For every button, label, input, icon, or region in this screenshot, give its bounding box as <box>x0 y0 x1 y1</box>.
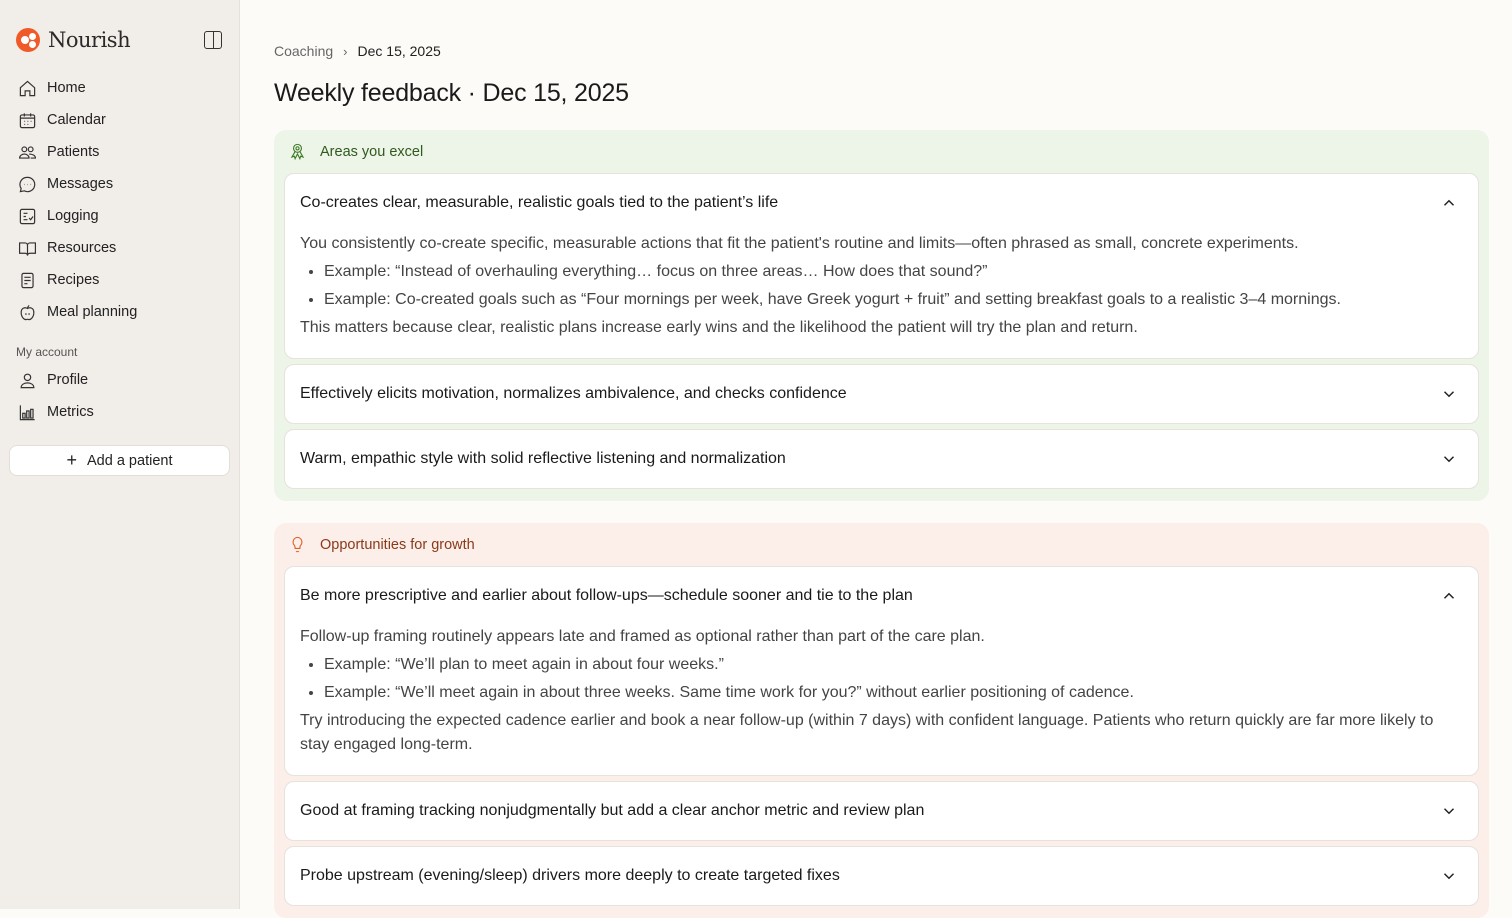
card-body <box>285 232 1478 358</box>
user-icon <box>17 370 37 390</box>
feedback-card <box>284 429 1479 489</box>
plus-icon: + <box>66 450 78 470</box>
page-title: Weekly feedback · Dec 15, 2025 <box>274 79 629 107</box>
card-title: Probe upstream (evening/sleep) drivers more deeply to create targeted fixes <box>300 867 840 884</box>
sidebar-item-profile[interactable] <box>9 364 230 396</box>
sidebar-item-recipes[interactable] <box>9 264 230 296</box>
award-icon <box>288 142 308 161</box>
chevron-up-icon[interactable] <box>1440 587 1458 605</box>
lightbulb-icon <box>288 535 308 554</box>
add-patient-label: Add a patient <box>87 452 173 469</box>
chevron-down-icon[interactable] <box>1440 867 1458 885</box>
card-header-toggle[interactable] <box>285 365 1478 423</box>
feedback-card <box>284 566 1479 776</box>
users-icon <box>17 142 37 162</box>
chevron-down-icon[interactable] <box>1440 385 1458 403</box>
example-list <box>300 653 1463 705</box>
sidebar-item-label: Recipes <box>47 272 100 288</box>
sidebar-item-label: Calendar <box>47 112 106 128</box>
section-title: Areas you excel <box>320 143 424 160</box>
chevron-down-icon[interactable] <box>1440 450 1458 468</box>
chevron-up-icon[interactable] <box>1440 194 1458 212</box>
chevron-right-icon: › <box>343 43 348 59</box>
apple-icon <box>17 302 37 322</box>
card-header-toggle[interactable] <box>285 567 1478 625</box>
card-title: Be more prescriptive and earlier about follow-ups—schedule sooner and tie to the plan <box>300 587 913 604</box>
sidebar-item-label: Profile <box>47 372 89 388</box>
my-account-label: My account <box>16 345 78 359</box>
sidebar-item-label: Resources <box>47 240 117 256</box>
feedback-card <box>284 846 1479 906</box>
sidebar-item-logging[interactable] <box>9 200 230 232</box>
card-outro: Try introducing the expected cadence earlier and book a near follow-up (within 7 days) with confident language. Patients who return quickly are far more likely to stay engaged long-term. <box>300 712 1434 753</box>
card-header-toggle[interactable] <box>285 782 1478 840</box>
feedback-card <box>284 364 1479 424</box>
sidebar-item-patients[interactable] <box>9 136 230 168</box>
sidebar-item-label: Messages <box>47 176 114 192</box>
example-list <box>300 260 1463 312</box>
main-content <box>240 0 1512 909</box>
opportunities-section <box>274 523 1489 918</box>
feedback-card <box>284 781 1479 841</box>
example-item: • Example: “We’ll meet again in about three weeks. Same time work for you?” without earlier positioning of cadence. <box>324 681 1463 705</box>
book-icon <box>17 238 37 258</box>
sidebar-item-label: Home <box>47 80 86 96</box>
sidebar-item-home[interactable] <box>9 72 230 104</box>
example-item: • Example: “Instead of overhauling everything… focus on three areas… How does that sound?” <box>324 260 1463 284</box>
sidebar-item-label: Logging <box>47 208 99 224</box>
document-icon <box>17 270 37 290</box>
card-outro: This matters because clear, realistic plans increase early wins and the likelihood the patient will try the plan and return. <box>300 319 1138 336</box>
card-intro: Follow-up framing routinely appears late and framed as optional rather than part of the care plan. <box>300 628 985 645</box>
card-header-toggle[interactable] <box>285 430 1478 488</box>
nourish-logo <box>16 28 40 52</box>
sidebar-item-messages[interactable] <box>9 168 230 200</box>
brand-name: Nourish <box>48 28 131 52</box>
sidebar-item-label: Metrics <box>47 404 94 420</box>
checklist-icon <box>17 206 37 226</box>
sidebar <box>0 0 240 909</box>
section-header <box>284 130 1479 173</box>
sidebar-item-resources[interactable] <box>9 232 230 264</box>
section-title: Opportunities for growth <box>320 536 475 553</box>
card-title: Effectively elicits motivation, normalizes ambivalence, and checks confidence <box>300 385 847 402</box>
add-patient-button[interactable] <box>9 445 230 476</box>
breadcrumb <box>274 43 1489 59</box>
section-header <box>284 523 1479 566</box>
sidebar-toggle-icon[interactable] <box>204 31 222 49</box>
card-header-toggle[interactable] <box>285 174 1478 232</box>
brand <box>9 20 230 60</box>
breadcrumb-coaching[interactable]: Coaching <box>274 43 334 59</box>
sidebar-item-meal-planning[interactable] <box>9 296 230 328</box>
areas-you-excel-section <box>274 130 1489 501</box>
example-item: • Example: Co-created goals such as “Four mornings per week, have Greek yogurt + fruit” and setting breakfast goals to a realistic 3–4 mornings. <box>324 288 1463 312</box>
feedback-card <box>284 173 1479 359</box>
card-intro: You consistently co-create specific, measurable actions that fit the patient's routine and limits—often phrased as small, concrete experiments. <box>300 235 1299 252</box>
bar-chart-icon <box>17 402 37 422</box>
card-body <box>285 625 1478 775</box>
card-title: Warm, empathic style with solid reflective listening and normalization <box>300 450 786 467</box>
card-title: Good at framing tracking nonjudgmentally but add a clear anchor metric and review plan <box>300 802 925 819</box>
calendar-icon <box>17 110 37 130</box>
chevron-down-icon[interactable] <box>1440 802 1458 820</box>
home-icon <box>17 78 37 98</box>
sidebar-item-calendar[interactable] <box>9 104 230 136</box>
sidebar-item-metrics[interactable] <box>9 396 230 428</box>
message-icon <box>17 174 37 194</box>
card-title: Co-creates clear, measurable, realistic goals tied to the patient’s life <box>300 194 779 211</box>
sidebar-item-label: Patients <box>47 144 100 160</box>
card-header-toggle[interactable] <box>285 847 1478 905</box>
example-item: • Example: “We’ll plan to meet again in about four weeks.” <box>324 653 1463 677</box>
main-nav <box>9 72 230 328</box>
sidebar-item-label: Meal planning <box>47 304 138 320</box>
breadcrumb-current: Dec 15, 2025 <box>357 43 441 59</box>
